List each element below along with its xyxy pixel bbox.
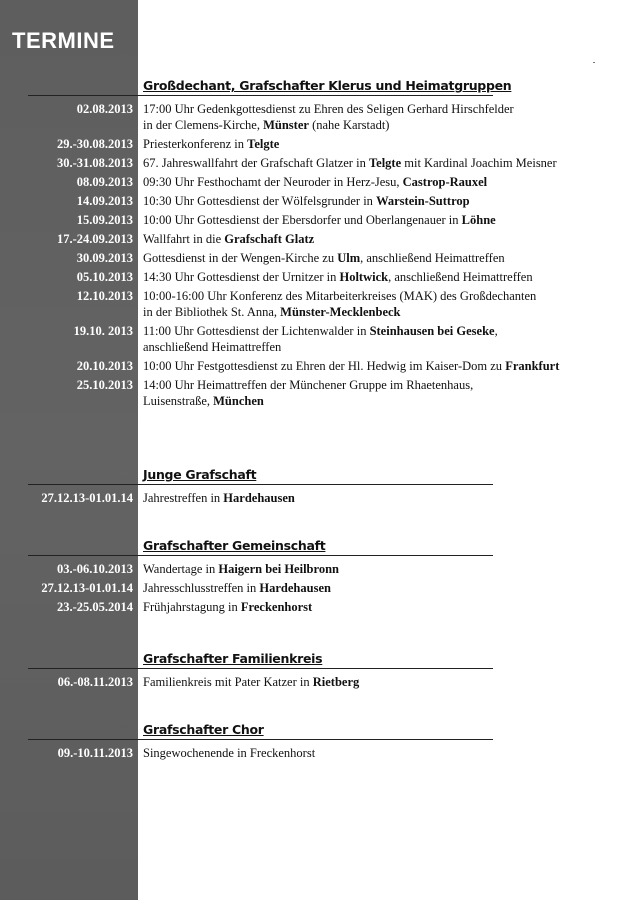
event-date: 30.09.2013 bbox=[76, 251, 133, 265]
event-row bbox=[0, 155, 630, 171]
description-line bbox=[143, 745, 613, 761]
place-name: Grafschaft Glatz bbox=[224, 232, 315, 246]
event-row bbox=[0, 101, 630, 133]
event-date: 17.-24.09.2013 bbox=[56, 232, 133, 246]
section-rule bbox=[28, 668, 493, 669]
event-row bbox=[0, 136, 630, 152]
place-name: Warstein-Suttrop bbox=[376, 194, 470, 208]
event-date: 02.08.2013 bbox=[76, 102, 133, 116]
event-date: 09.-10.11.2013 bbox=[57, 746, 133, 760]
place-name: Freckenhorst bbox=[240, 600, 313, 614]
place-name: Ulm bbox=[337, 251, 361, 265]
text-segment: 67. Jahreswallfahrt der Grafschaft Glatzer in bbox=[143, 156, 369, 170]
place-name: Hardehausen bbox=[259, 581, 331, 595]
description-line bbox=[143, 304, 613, 320]
event-row bbox=[0, 561, 630, 577]
event-description bbox=[143, 358, 613, 374]
event-description bbox=[143, 561, 613, 577]
event-date: 25.10.2013 bbox=[76, 378, 133, 392]
event-row bbox=[0, 745, 630, 761]
section-header bbox=[0, 78, 630, 98]
event-date: 27.12.13-01.01.14 bbox=[41, 581, 133, 595]
event-description bbox=[143, 323, 613, 355]
text-segment: in der Clemens-Kirche, bbox=[143, 118, 264, 132]
description-line bbox=[143, 358, 613, 374]
event-date: 19.10. 2013 bbox=[73, 324, 133, 338]
description-line bbox=[143, 212, 613, 228]
text-segment: Jahresschlusstreffen in bbox=[143, 581, 260, 595]
text-segment: Singewochenende in Freckenhorst bbox=[143, 746, 316, 760]
place-name: Hardehausen bbox=[223, 491, 295, 505]
section-heading: Großdechant, Grafschafter Klerus und Heimatgruppen bbox=[143, 78, 512, 93]
event-description bbox=[143, 231, 613, 247]
description-line bbox=[143, 155, 613, 171]
description-line bbox=[143, 269, 613, 285]
event-date: 29.-30.08.2013 bbox=[56, 137, 133, 151]
text-segment: 09:30 Uhr Festhochamt der Neuroder in Herz-Jesu, bbox=[143, 175, 403, 189]
section-junge-grafschaft bbox=[0, 467, 630, 506]
description-line bbox=[143, 101, 613, 117]
text-segment: 10:30 Uhr Gottesdienst der Wölfelsgrunder in bbox=[143, 194, 377, 208]
section-heading: Grafschafter Gemeinschaft bbox=[143, 538, 326, 553]
event-row bbox=[0, 174, 630, 190]
event-date: 14.09.2013 bbox=[76, 194, 133, 208]
section-grafschafter-chor bbox=[0, 722, 630, 761]
event-description bbox=[143, 101, 613, 133]
event-date: 12.10.2013 bbox=[76, 289, 133, 303]
text-segment: Wandertage in bbox=[143, 562, 219, 576]
place-name: Steinhausen bei Geseke bbox=[369, 324, 495, 338]
text-segment: Priesterkonferenz in bbox=[143, 137, 248, 151]
description-line bbox=[143, 674, 613, 690]
event-description bbox=[143, 674, 613, 690]
place-name: Telgte bbox=[368, 156, 402, 170]
text-segment: Gottesdienst in der Wengen-Kirche zu bbox=[143, 251, 338, 265]
section-header bbox=[0, 467, 630, 487]
place-name: Haigern bei Heilbronn bbox=[218, 562, 339, 576]
place-name: Frankfurt bbox=[505, 359, 560, 373]
event-date: 06.-08.11.2013 bbox=[57, 675, 133, 689]
description-line bbox=[143, 339, 613, 355]
event-row bbox=[0, 599, 630, 615]
text-segment: Frühjahrstagung in bbox=[143, 600, 241, 614]
description-line bbox=[143, 231, 613, 247]
text-segment: Luisenstraße, bbox=[143, 394, 214, 408]
event-row bbox=[0, 490, 630, 506]
text-segment: anschließend Heimattreffen bbox=[143, 340, 282, 354]
description-line bbox=[143, 288, 613, 304]
event-description bbox=[143, 580, 613, 596]
event-description bbox=[143, 136, 613, 152]
event-description bbox=[143, 377, 613, 409]
text-segment: 11:00 Uhr Gottesdienst der Lichtenwalder in bbox=[143, 324, 370, 338]
event-description bbox=[143, 212, 613, 228]
section-header bbox=[0, 538, 630, 558]
text-segment: , anschließend Heimattreffen bbox=[388, 270, 533, 284]
event-description bbox=[143, 155, 613, 171]
description-line bbox=[143, 561, 613, 577]
text-segment: 14:30 Uhr Gottesdienst der Urnitzer in bbox=[143, 270, 340, 284]
text-segment: Jahrestreffen in bbox=[143, 491, 224, 505]
event-description bbox=[143, 174, 613, 190]
description-line bbox=[143, 250, 613, 266]
place-name: Münster-Mecklenbeck bbox=[280, 305, 401, 319]
event-date: 08.09.2013 bbox=[76, 175, 133, 189]
section-grafschafter-gemeinschaft bbox=[0, 538, 630, 615]
event-date: 03.-06.10.2013 bbox=[56, 562, 133, 576]
event-row bbox=[0, 250, 630, 266]
event-row bbox=[0, 377, 630, 409]
event-date: 20.10.2013 bbox=[76, 359, 133, 373]
section-rule bbox=[28, 739, 493, 740]
section-rule bbox=[28, 484, 493, 485]
page-title: TERMINE bbox=[12, 28, 115, 53]
scan-speck bbox=[593, 62, 595, 63]
text-segment: Wallfahrt in die bbox=[143, 232, 225, 246]
description-line bbox=[143, 323, 613, 339]
text-segment: in der Bibliothek St. Anna, bbox=[143, 305, 281, 319]
section-rule bbox=[28, 95, 493, 96]
event-row bbox=[0, 269, 630, 285]
description-line bbox=[143, 377, 613, 393]
event-row bbox=[0, 231, 630, 247]
section-heading: Grafschafter Familienkreis bbox=[143, 651, 323, 666]
event-row bbox=[0, 323, 630, 355]
event-description bbox=[143, 288, 613, 320]
event-date: 23.-25.05.2014 bbox=[56, 600, 133, 614]
text-segment: (nahe Karstadt) bbox=[308, 118, 390, 132]
description-line bbox=[143, 580, 613, 596]
event-description bbox=[143, 269, 613, 285]
text-segment: 10:00 Uhr Festgottesdienst zu Ehren der Hl. Hedwig im Kaiser-Dom zu bbox=[143, 359, 506, 373]
description-line bbox=[143, 393, 613, 409]
place-name: Rietberg bbox=[312, 675, 360, 689]
section-grafschafter-familienkreis bbox=[0, 651, 630, 690]
section-grossdechant bbox=[0, 78, 630, 409]
text-segment: 17:00 Uhr Gedenkgottesdienst zu Ehren des Seligen Gerhard Hirschfelder bbox=[143, 102, 514, 116]
text-segment: 10:00-16:00 Uhr Konferenz des Mitarbeiterkreises (MAK) des Großdechanten bbox=[143, 289, 537, 303]
event-row bbox=[0, 212, 630, 228]
text-segment: Familienkreis mit Pater Katzer in bbox=[143, 675, 313, 689]
section-heading: Grafschafter Chor bbox=[143, 722, 264, 737]
event-row bbox=[0, 193, 630, 209]
place-name: München bbox=[213, 394, 264, 408]
text-segment: , anschließend Heimattreffen bbox=[360, 251, 505, 265]
event-description bbox=[143, 250, 613, 266]
event-description bbox=[143, 490, 613, 506]
text-segment: 14:00 Uhr Heimattreffen der Münchener Gruppe im Rhaetenhaus, bbox=[143, 378, 474, 392]
description-line bbox=[143, 174, 613, 190]
event-date: 15.09.2013 bbox=[76, 213, 133, 227]
event-row bbox=[0, 674, 630, 690]
place-name: Castrop-Rauxel bbox=[402, 175, 488, 189]
event-date: 30.-31.08.2013 bbox=[56, 156, 133, 170]
text-segment: , bbox=[494, 324, 498, 338]
event-description bbox=[143, 193, 613, 209]
description-line bbox=[143, 117, 613, 133]
event-date: 05.10.2013 bbox=[76, 270, 133, 284]
event-row bbox=[0, 288, 630, 320]
event-description bbox=[143, 599, 613, 615]
event-row bbox=[0, 580, 630, 596]
event-description bbox=[143, 745, 613, 761]
description-line bbox=[143, 136, 613, 152]
place-name: Münster bbox=[263, 118, 309, 132]
section-header bbox=[0, 651, 630, 671]
description-line bbox=[143, 490, 613, 506]
event-date: 27.12.13-01.01.14 bbox=[41, 491, 133, 505]
text-segment: mit Kardinal Joachim Meisner bbox=[401, 156, 557, 170]
event-row bbox=[0, 358, 630, 374]
section-heading: Junge Grafschaft bbox=[143, 467, 257, 482]
text-segment: 10:00 Uhr Gottesdienst der Ebersdorfer und Oberlangenauer in bbox=[143, 213, 462, 227]
place-name: Holtwick bbox=[339, 270, 389, 284]
place-name: Telgte bbox=[247, 137, 280, 151]
section-rule bbox=[28, 555, 493, 556]
description-line bbox=[143, 599, 613, 615]
place-name: Löhne bbox=[461, 213, 496, 227]
description-line bbox=[143, 193, 613, 209]
section-header bbox=[0, 722, 630, 742]
